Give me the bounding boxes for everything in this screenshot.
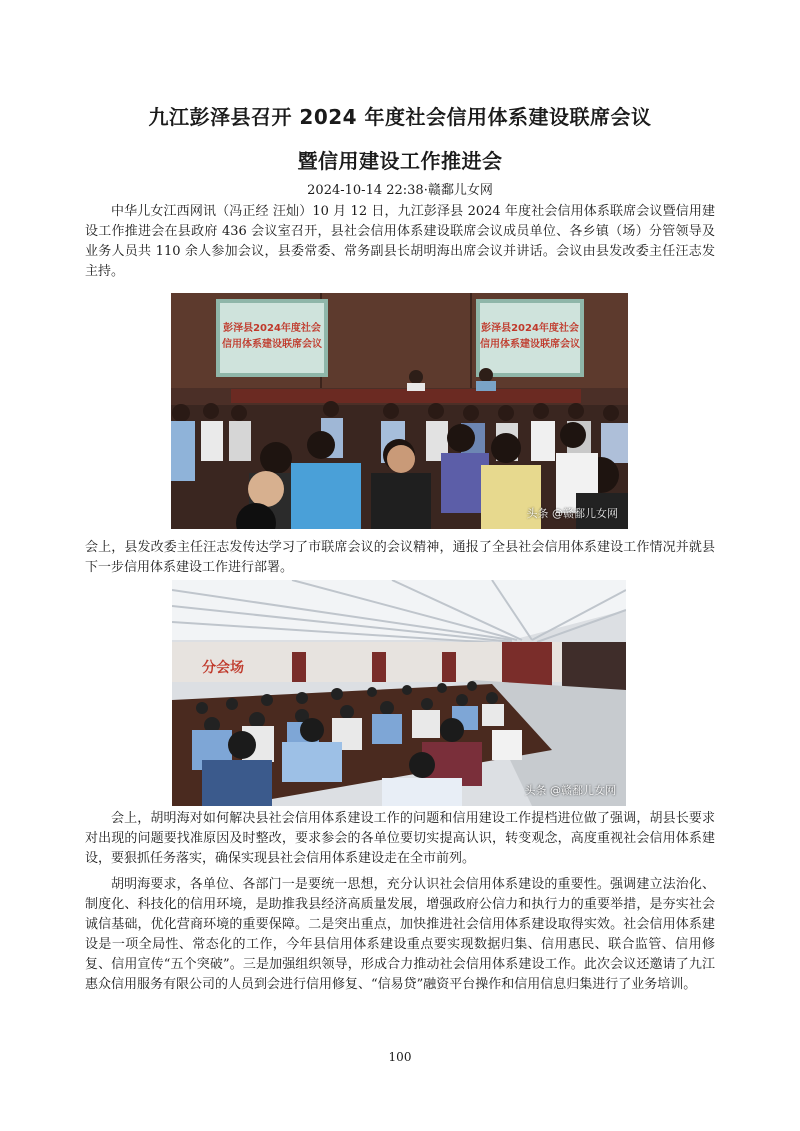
screen-text-left-2: 信用体系建设联席会议 bbox=[222, 339, 322, 350]
photo-2-watermark: 头条 @赣鄱儿女网 bbox=[524, 784, 616, 797]
paragraph-1: 中华儿女江西网讯（冯正经 汪灿）10 月 12 日，九江彭泽县 2024 年度社会信用体系联席会议暨信用建设工作推进会在县政府 436 会议室召开，县社会信用体系建设联席会议成员单位、各乡镇（场）分管领导及业务人员共 110 余人参加会议，县委常委、常务副县长胡明海出席会议并讲话。会议由县发改委主任汪志发主持。 bbox=[85, 204, 715, 279]
wall-sign-text: 分会场 bbox=[202, 660, 244, 676]
meeting-photo-1-illustration bbox=[171, 293, 628, 529]
meeting-photo-2 bbox=[172, 580, 626, 806]
page-number: 100 bbox=[388, 1050, 412, 1064]
screen-text-left-1: 彭泽县2024年度社会 bbox=[223, 323, 321, 334]
meeting-photo-1 bbox=[171, 293, 628, 529]
paragraph-2: 会上，县发改委主任汪志发传达学习了市联席会议的会议精神，通报了全县社会信用体系建设工作情况并就县下一步信用体系建设工作进行部署。 bbox=[85, 540, 715, 575]
meeting-photo-2-illustration bbox=[172, 580, 626, 806]
screen-text-right-1: 彭泽县2024年度社会 bbox=[481, 323, 579, 334]
screen-text-right-2: 信用体系建设联席会议 bbox=[480, 339, 580, 350]
article-title-line-2: 暨信用建设工作推进会 bbox=[297, 149, 503, 173]
article-byline: 2024-10-14 22:38·赣鄱儿女网 bbox=[307, 183, 493, 198]
photo-1-watermark: 头条 @赣鄱儿女网 bbox=[526, 507, 618, 520]
article-title-line-1: 九江彭泽县召开 2024 年度社会信用体系建设联席会议 bbox=[148, 105, 652, 129]
paragraph-4: 胡明海要求，各单位、各部门一是要统一思想，充分认识社会信用体系建设的重要性。强调建立法治化、制度化、科技化的信用环境，是助推我县经济高质量发展，增强政府公信力和执行力的重要举措，是夯实社会诚信基础，优化营商环境的重要保障。二是突出重点，加快推进社会信用体系建设取得实效。社会信用体系建设是一项全局性、常态化的工作，今年县信用体系建设重点要实现数据归集、信用惠民、联合监管、信用修复、信用宣传“五个突破”。三是加强组织领导，形成合力推动社会信用体系建设工作。此次会议还邀请了九江惠众信用服务有限公司的人员到会进行信用修复、“信易贷”融资平台操作和信用信息归集进行了业务培训。 bbox=[85, 877, 715, 992]
paragraph-3: 会上，胡明海对如何解决县社会信用体系建设工作的问题和信用建设工作提档进位做了强调，胡县长要求对出现的问题要找准原因及时整改，要求参会的各单位要切实提高认识，转变观念，高度重视社会信用体系建设，要狠抓任务落实，确保实现县社会信用体系建设走在全市前列。 bbox=[85, 811, 715, 866]
